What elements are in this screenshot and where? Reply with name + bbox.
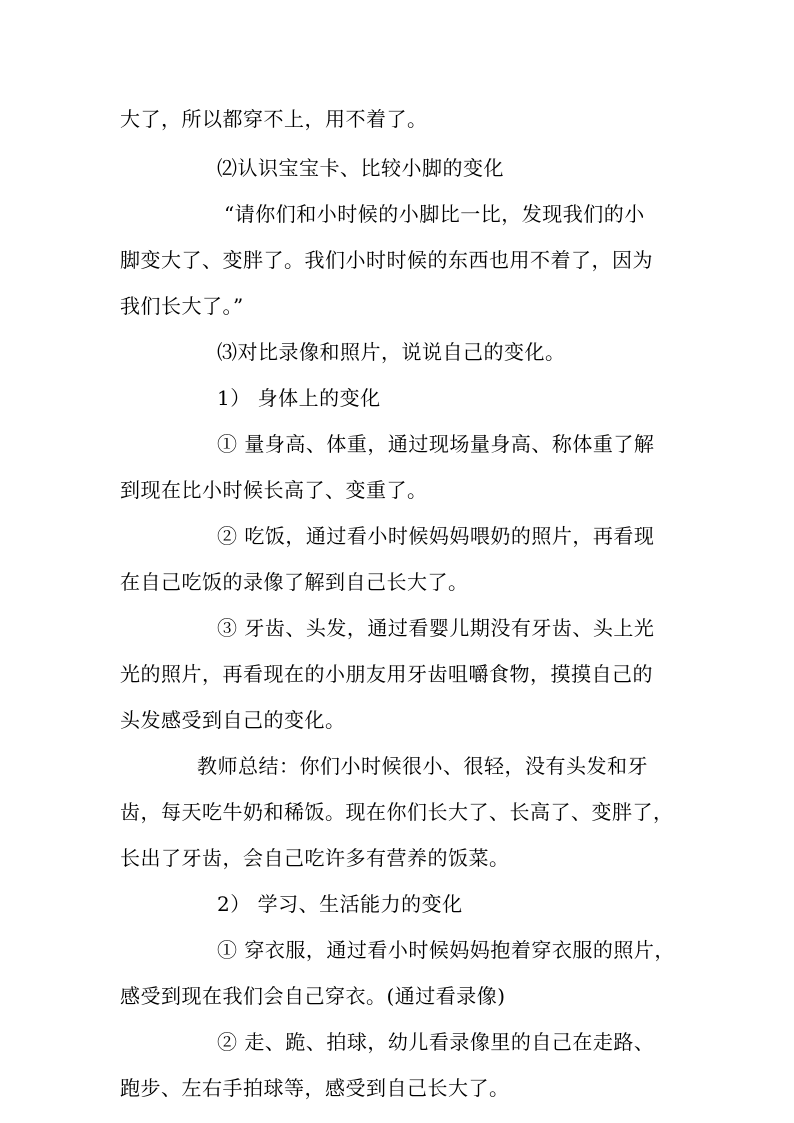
text-line: ③ 牙齿、头发，通过看婴儿期没有牙齿、头上光: [217, 616, 655, 640]
text-line: “请你们和小时候的小脚比一比，发现我们的小: [224, 202, 645, 226]
subsection-heading-2: 2） 学习、生活能力的变化: [217, 892, 463, 916]
text-line: 光的照片，再看现在的小朋友用牙齿咀嚼食物，摸摸自己的: [120, 662, 653, 686]
text-line: 我们长大了。”: [120, 294, 244, 318]
text-line: 大了，所以都穿不上，用不着了。: [120, 107, 428, 131]
text-line: 齿，每天吃牛奶和稀饭。现在你们长大了、长高了、变胖了，: [120, 800, 674, 824]
text-line: 脚变大了、变胖了。我们小时时候的东西也用不着了，因为: [120, 248, 653, 272]
section-heading-3: ⑶对比录像和照片，说说自己的变化。: [217, 340, 566, 364]
text-line: 跑步、左右手拍球等，感受到自己长大了。: [120, 1076, 510, 1100]
teacher-summary: 教师总结：你们小时候很小、很轻，没有头发和牙: [197, 754, 648, 778]
text-line: 头发感受到自己的变化。: [120, 708, 346, 732]
text-line: 到现在比小时候长高了、变重了。: [120, 478, 428, 502]
text-line: ② 吃饭，通过看小时候妈妈喂奶的照片，再看现: [217, 524, 655, 548]
text-line: ① 量身高、体重，通过现场量身高、称体重了解: [217, 432, 655, 456]
text-line: ② 走、跪、拍球，幼儿看录像里的自己在走路、: [217, 1030, 655, 1054]
text-line: 在自己吃饭的录像了解到自己长大了。: [120, 570, 469, 594]
section-heading-2: ⑵认识宝宝卡、比较小脚的变化: [217, 156, 504, 180]
text-line: ① 穿衣服，通过看小时候妈妈抱着穿衣服的照片，: [217, 938, 675, 962]
subsection-heading-1: 1） 身体上的变化: [217, 386, 381, 410]
text-line: 感受到现在我们会自己穿衣。(通过看录像): [120, 984, 506, 1008]
text-line: 长出了牙齿，会自己吃许多有营养的饭菜。: [120, 846, 510, 870]
